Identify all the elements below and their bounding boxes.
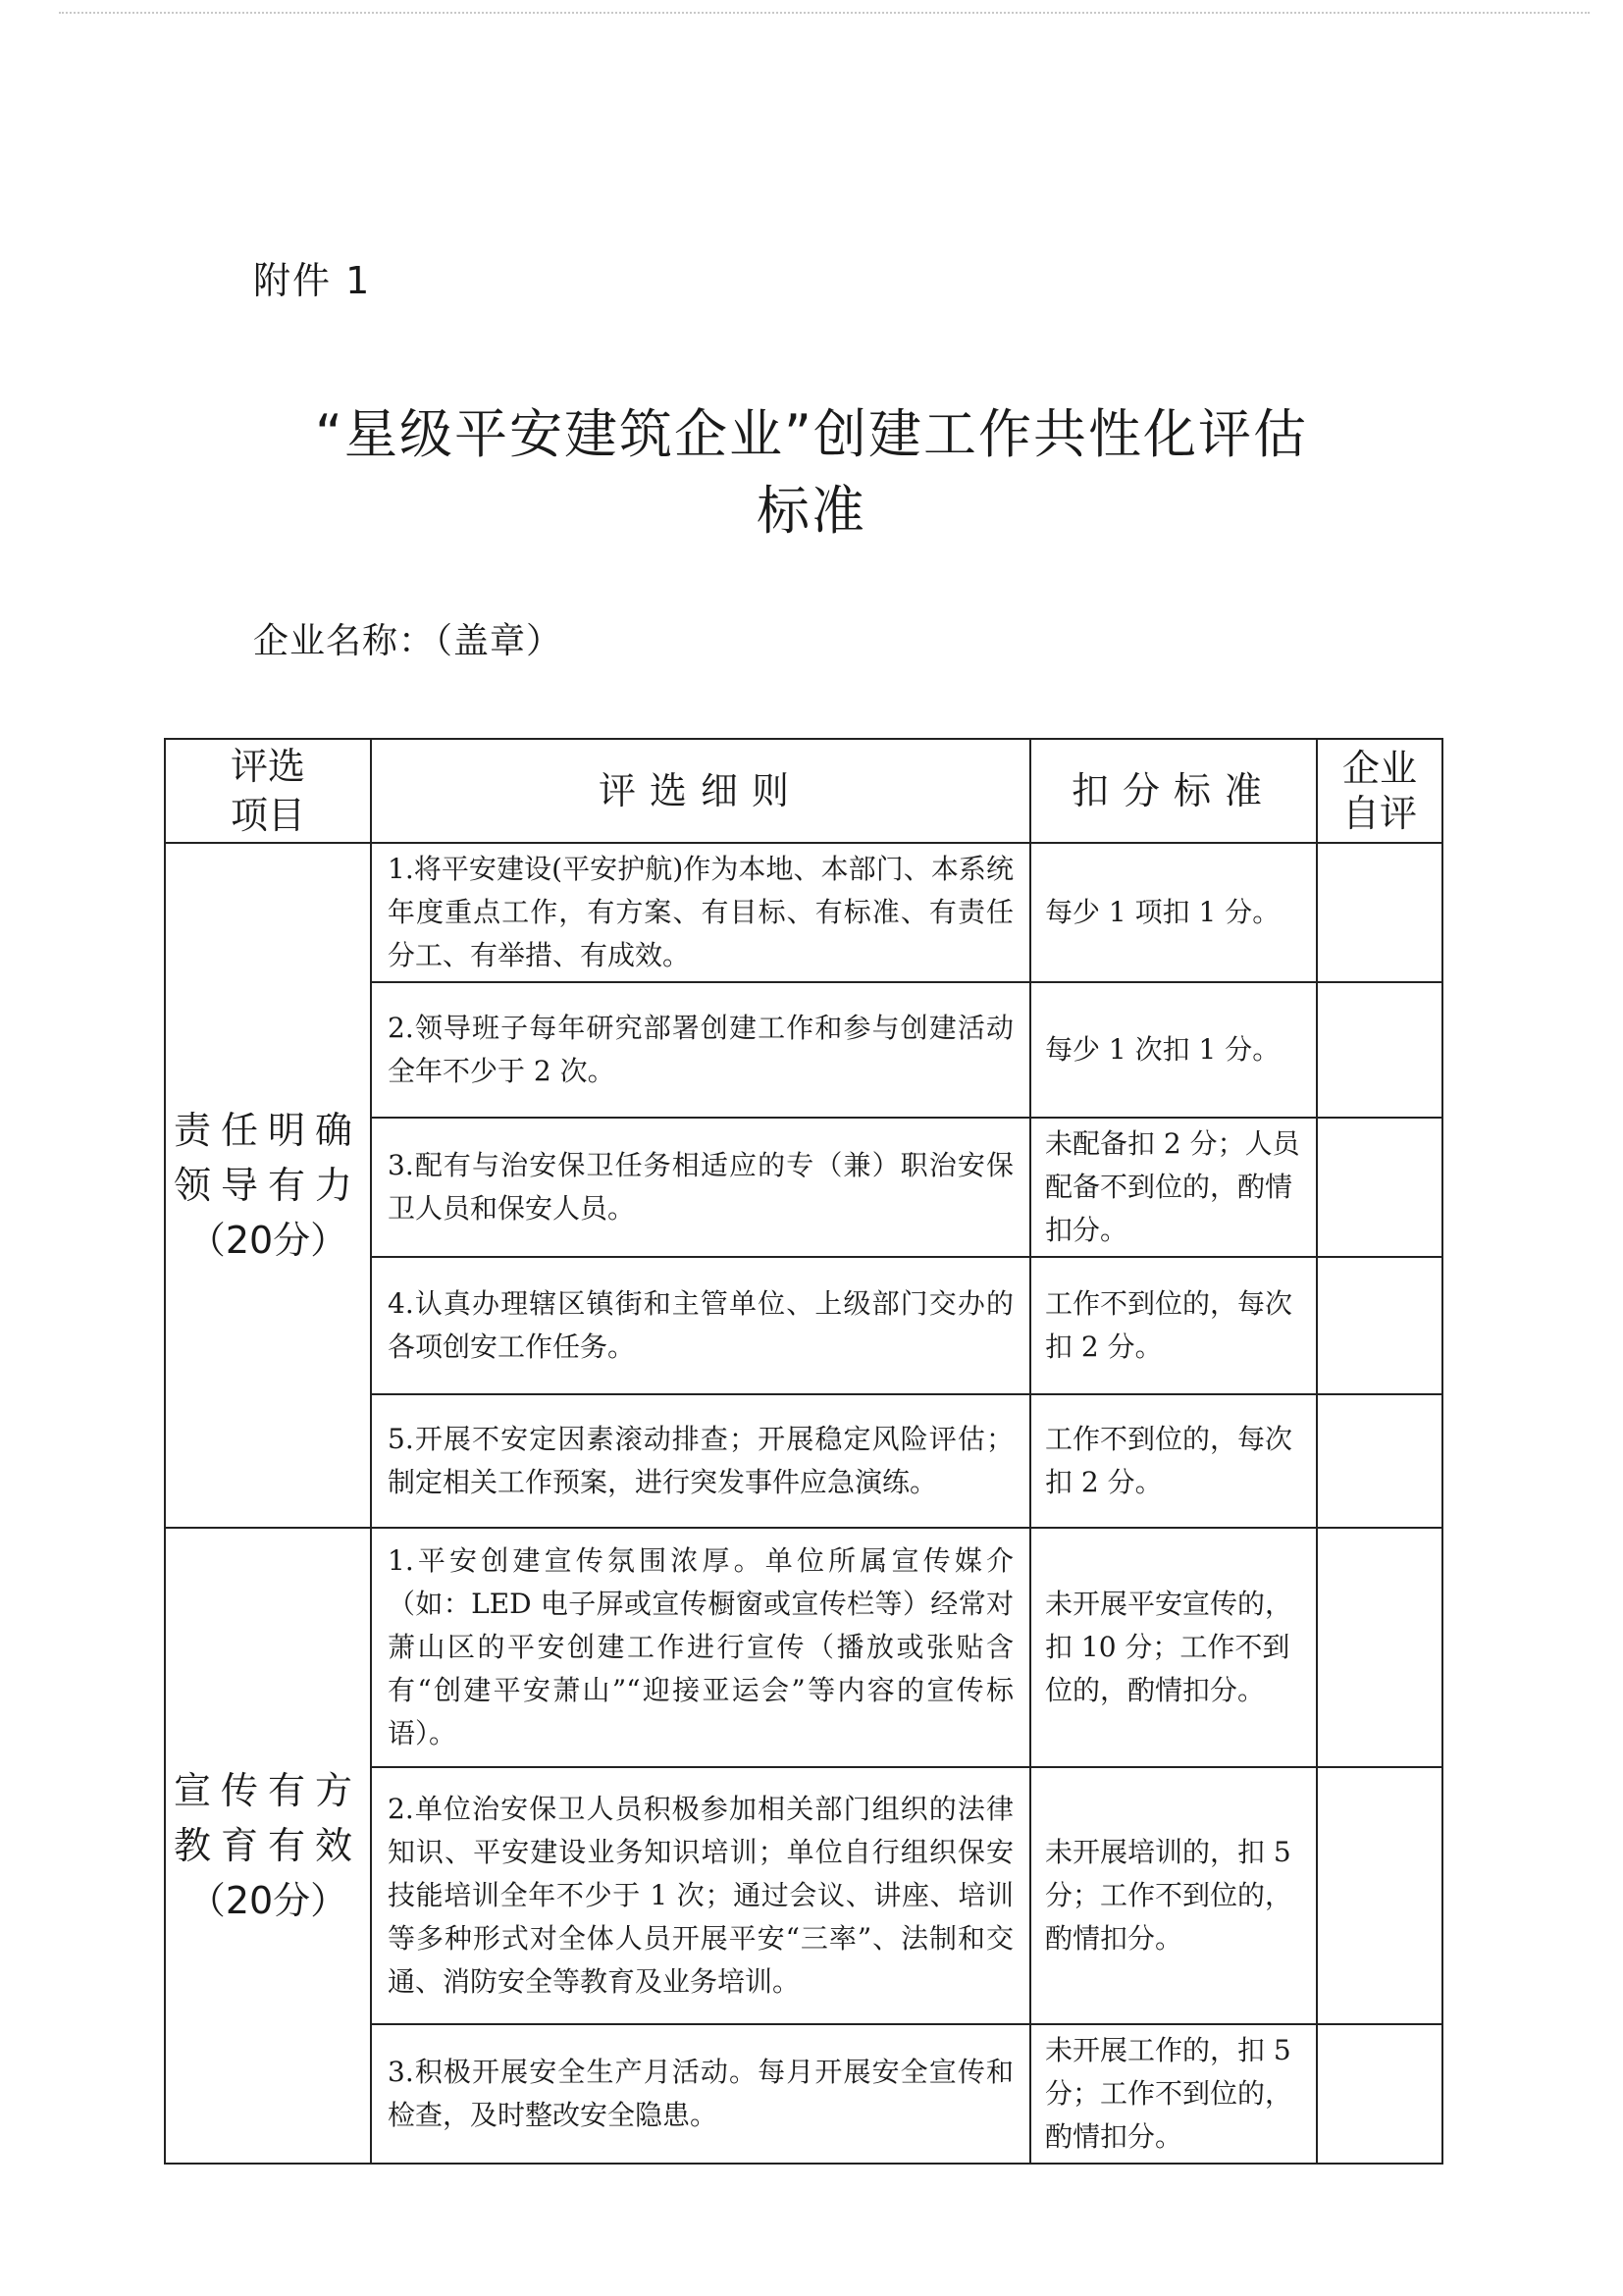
detail-cell: 4.认真办理辖区镇街和主管单位、上级部门交办的各项创安工作任务。 xyxy=(371,1257,1030,1394)
header-category xyxy=(165,739,371,843)
attachment-label: 附件 1 xyxy=(253,259,372,302)
category-points: （20分） xyxy=(187,1219,348,1262)
detail-cell: 1.平安创建宣传氛围浓厚。单位所属宣传媒介（如：LED 电子屏或宣传橱窗或宣传栏等）经常对萧山区的平安创建工作进行宣传（播放或张贴含有“创建平安萧山”“迎接亚运会”等内容的宣传标语）。 xyxy=(371,1528,1030,1767)
category-points: （20分） xyxy=(187,1879,348,1922)
self-eval-cell[interactable] xyxy=(1317,1257,1442,1394)
standard-cell: 未开展平安宣传的，扣 10 分；工作不到位的，酌情扣分。 xyxy=(1030,1528,1317,1767)
document-title-line1: “星级平安建筑企业”创建工作共性化评估 xyxy=(315,403,1308,465)
header-detail: 评选细则 xyxy=(371,739,1030,843)
standard-cell: 未配备扣 2 分；人员配备不到位的，酌情扣分。 xyxy=(1030,1118,1317,1257)
document-title-line2: 标准 xyxy=(757,480,866,542)
evaluation-table xyxy=(164,738,1443,2165)
detail-cell: 1.将平安建设(平安护航)作为本地、本部门、本系统年度重点工作，有方案、有目标、有标准、有责任分工、有举措、有成效。 xyxy=(371,843,1030,982)
category-line2: 教育有效 xyxy=(173,1824,362,1867)
self-eval-cell[interactable] xyxy=(1317,982,1442,1118)
header-self-eval xyxy=(1317,739,1442,843)
category-line1: 责任明确 xyxy=(173,1109,362,1152)
category-cell-responsibility xyxy=(165,843,371,1528)
standard-cell: 每少 1 次扣 1 分。 xyxy=(1030,982,1317,1118)
category-cell-publicity xyxy=(165,1528,371,2164)
table-header-row xyxy=(165,739,1442,843)
category-line2: 领导有力 xyxy=(173,1164,362,1207)
detail-cell: 2.单位治安保卫人员积极参加相关部门组织的法律知识、平安建设业务知识培训；单位自行组织保安技能培训全年不少于 1 次；通过会议、讲座、培训等多种形式对全体人员开展平安“三率”、法制和交通、消防安全等教育及业务培训。 xyxy=(371,1767,1030,2024)
standard-cell: 工作不到位的，每次扣 2 分。 xyxy=(1030,1257,1317,1394)
table-row xyxy=(165,843,1442,982)
standard-cell: 未开展工作的，扣 5 分；工作不到位的，酌情扣分。 xyxy=(1030,2024,1317,2164)
scan-edge-dots xyxy=(59,12,1590,14)
company-name-line: 企业名称：（盖章） xyxy=(253,621,563,661)
self-eval-cell[interactable] xyxy=(1317,843,1442,982)
detail-cell: 5.开展不安定因素滚动排查；开展稳定风险评估；制定相关工作预案，进行突发事件应急演练。 xyxy=(371,1394,1030,1528)
header-self-line2: 自评 xyxy=(1341,792,1417,835)
header-self-line1: 企业 xyxy=(1341,747,1417,790)
header-category-line2: 项目 xyxy=(230,794,305,837)
self-eval-cell[interactable] xyxy=(1317,2024,1442,2164)
detail-cell: 3.积极开展安全生产月活动。每月开展安全宣传和检查，及时整改安全隐患。 xyxy=(371,2024,1030,2164)
self-eval-cell[interactable] xyxy=(1317,1118,1442,1257)
standard-cell: 每少 1 项扣 1 分。 xyxy=(1030,843,1317,982)
header-standard: 扣分标准 xyxy=(1030,739,1317,843)
category-line1: 宣传有方 xyxy=(173,1769,362,1812)
table-row xyxy=(165,1528,1442,1767)
detail-cell: 2.领导班子每年研究部署创建工作和参与创建活动全年不少于 2 次。 xyxy=(371,982,1030,1118)
detail-cell: 3.配有与治安保卫任务相适应的专（兼）职治安保卫人员和保安人员。 xyxy=(371,1118,1030,1257)
self-eval-cell[interactable] xyxy=(1317,1767,1442,2024)
header-category-line1: 评选 xyxy=(230,745,305,788)
self-eval-cell[interactable] xyxy=(1317,1528,1442,1767)
standard-cell: 未开展培训的，扣 5 分；工作不到位的，酌情扣分。 xyxy=(1030,1767,1317,2024)
standard-cell: 工作不到位的，每次扣 2 分。 xyxy=(1030,1394,1317,1528)
self-eval-cell[interactable] xyxy=(1317,1394,1442,1528)
